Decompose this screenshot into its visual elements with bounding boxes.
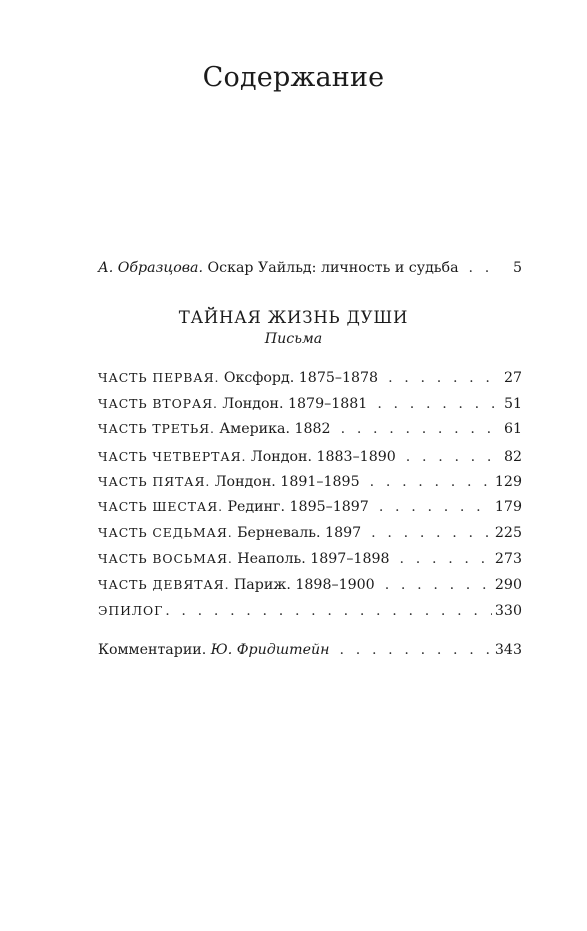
toc-entry-author: А. Образцова. xyxy=(98,260,203,276)
toc-entry-part-1[interactable] xyxy=(98,369,522,387)
toc-leader-dots xyxy=(379,498,492,516)
toc-entry-title: Комментарии. xyxy=(98,642,207,658)
toc-entry-title: Неаполь. 1897–1898 xyxy=(237,551,390,567)
toc-entry-part: ЧАСТЬ ВОСЬМАЯ. xyxy=(98,551,233,566)
toc-entry-label xyxy=(98,602,163,620)
toc-entry-title: Лондон. 1891–1895 xyxy=(214,474,360,490)
toc-entry-title: Берневаль. 1897 xyxy=(237,525,362,541)
toc-entry-epilogue[interactable] xyxy=(98,602,522,620)
toc-entry-part: ЧАСТЬ СЕДЬМАЯ. xyxy=(98,525,233,540)
toc-entry-title: Америка. 1882 xyxy=(219,421,331,437)
toc-leader-dots xyxy=(406,448,501,466)
toc-entry-part: ЧАСТЬ ШЕСТАЯ. xyxy=(98,499,223,514)
toc-entry-part-6[interactable] xyxy=(98,498,522,516)
toc-entry-part-9[interactable] xyxy=(98,576,522,594)
toc-entry-label xyxy=(98,395,367,413)
toc-page-number: 343 xyxy=(494,642,522,658)
toc-page-number: 61 xyxy=(503,421,522,437)
toc-entry-part: ЧАСТЬ ПЕРВАЯ. xyxy=(98,370,220,385)
toc-entry-part: ЭПИЛОГ xyxy=(98,603,164,618)
toc-entry-part-7[interactable] xyxy=(98,524,522,542)
section-subtitle: Письма xyxy=(264,331,323,347)
toc-entry-label xyxy=(98,448,396,466)
toc-page-number: 273 xyxy=(494,551,522,567)
toc-leader-dots xyxy=(388,369,501,387)
toc-entry-title: Оскар Уайльд: личность и судьба xyxy=(207,260,459,276)
toc-entry-title: Лондон. 1883–1890 xyxy=(250,449,396,465)
toc-leader-dots xyxy=(385,576,492,594)
toc-entry-part: ЧАСТЬ ТРЕТЬЯ. xyxy=(98,421,215,436)
section-heading: ТАЙНАЯ ЖИЗНЬ ДУШИ xyxy=(178,308,409,327)
toc-entry-title: Париж. 1898–1900 xyxy=(233,577,375,593)
toc-leader-dots xyxy=(469,259,501,277)
toc-entry-label xyxy=(98,550,390,568)
toc-leader-dots xyxy=(371,524,492,542)
toc-leader-dots xyxy=(340,641,492,659)
toc-entry-title: Оксфорд. 1875–1878 xyxy=(223,370,379,386)
toc-entry-author: Ю. Фридштейн xyxy=(210,642,330,658)
page-title: Содержание xyxy=(202,62,385,93)
toc-entry-part: ЧАСТЬ ЧЕТВЕРТАЯ. xyxy=(98,449,247,464)
toc-entry-comments[interactable] xyxy=(98,641,522,659)
toc-entry-label xyxy=(98,576,375,594)
toc-entry-part-5[interactable] xyxy=(98,473,522,491)
toc-entry-label xyxy=(98,524,361,542)
toc-entry-label xyxy=(98,473,360,491)
toc-page-number: 179 xyxy=(494,499,522,515)
toc-entry-intro[interactable] xyxy=(98,259,522,277)
toc-leader-dots xyxy=(370,473,492,491)
toc-page-number: 129 xyxy=(494,474,522,490)
toc-leader-dots xyxy=(400,550,492,568)
toc-entry-part-8[interactable] xyxy=(98,550,522,568)
toc-page-number: 225 xyxy=(494,525,522,541)
toc-entry-label xyxy=(98,259,459,277)
toc-leader-dots xyxy=(377,395,501,413)
toc-page-number: 330 xyxy=(494,603,522,619)
toc-entry-part-2[interactable] xyxy=(98,395,522,413)
toc-entry-label xyxy=(98,369,378,387)
toc-entry-part: ЧАСТЬ ВТОРАЯ. xyxy=(98,396,218,411)
toc-page-number: 27 xyxy=(503,370,522,386)
toc-entry-label xyxy=(98,498,369,516)
toc-leader-dots xyxy=(165,602,492,620)
toc-entry-part-4[interactable] xyxy=(98,448,522,466)
toc-entry-title: Лондон. 1879–1881 xyxy=(222,396,368,412)
toc-leader-dots xyxy=(341,420,501,438)
toc-entry-part: ЧАСТЬ ДЕВЯТАЯ. xyxy=(98,577,230,592)
toc-page-number: 82 xyxy=(503,449,522,465)
toc-entry-part-3[interactable] xyxy=(98,420,522,438)
toc-page-number: 51 xyxy=(503,396,522,412)
toc-page-number: 290 xyxy=(494,577,522,593)
toc-entry-part: ЧАСТЬ ПЯТАЯ. xyxy=(98,474,211,489)
toc-entry-title: Рединг. 1895–1897 xyxy=(227,499,369,515)
toc-entry-label xyxy=(98,420,331,438)
toc-page-number: 5 xyxy=(512,260,522,276)
toc-entry-label xyxy=(98,641,330,659)
